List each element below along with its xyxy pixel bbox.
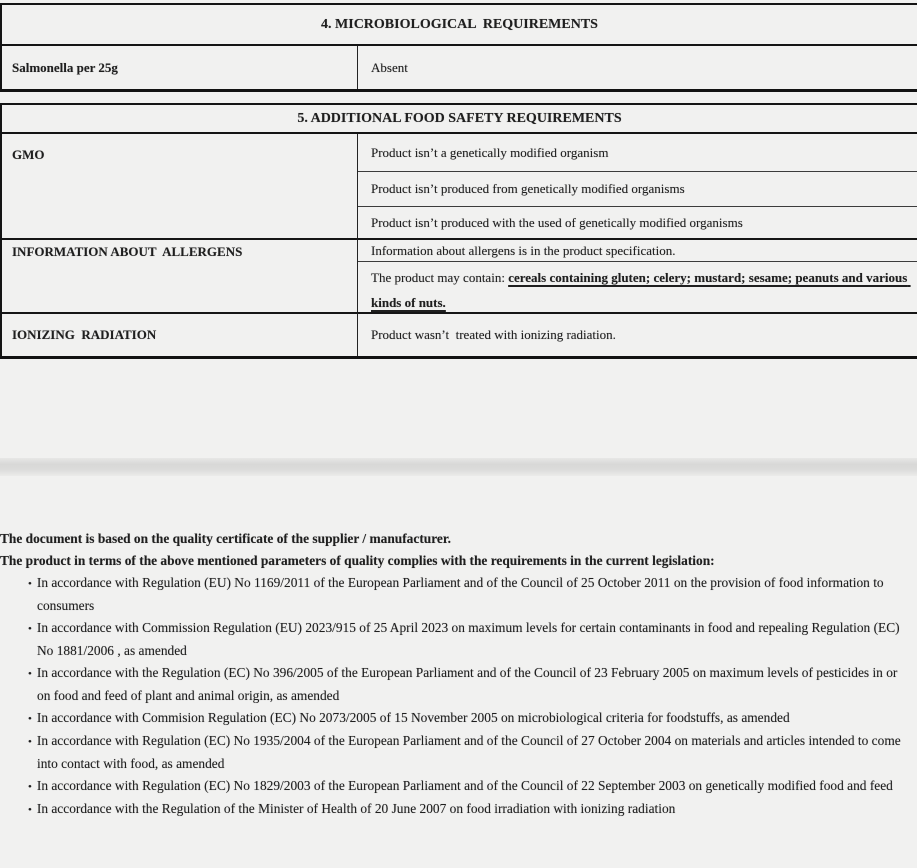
allergens-statement-prefix: The product may contain:: [371, 270, 509, 285]
regulation-bullet-1: • In accordance with Regulation (EU) No 1169/2011 of the European Parliament and of the Council of 25 October 2011 on the provision of food information to consumers: [0, 572, 903, 617]
parameter-cell-gmo: GMO: [2, 134, 358, 238]
regulation-bullet-5: • In accordance with Regulation (EC) No 1935/2004 of the European Parliament and of the Council of 27 October 2004 on materials and articles intended to come into contact with food, as amended: [0, 730, 903, 775]
parameter-cell-allergens: INFORMATION ABOUT ALLERGENS: [2, 238, 358, 312]
value-cell-gmo-1: Product isn’t a genetically modified organism: [371, 144, 609, 160]
regulation-bullet-7: • In accordance with the Regulation of the Minister of Health of 20 June 2007 on food irradiation with ionizing radiation: [0, 798, 903, 821]
parameter-cell-salmonella: Salmonella per 25g: [2, 46, 358, 89]
legislation-notes-section: [0, 528, 903, 821]
regulation-bullet-4: • In accordance with Commision Regulation (EC) No 2073/2005 of 15 November 2005 on microbiological criteria for foodstuffs, as amended: [0, 707, 903, 730]
note-compliance-statement: The product in terms of the above mentioned parameters of quality complies with the requirements in the current legislation:: [0, 553, 715, 568]
regulation-bullet-2: • In accordance with Commission Regulation (EU) 2023/915 of 25 April 2023 on maximum levels for certain contaminants in food and repealing Regulation (EC) No 1881/2006 , as amended: [0, 617, 903, 662]
microbiological-requirements-table: [0, 3, 917, 92]
value-cell-salmonella: Absent: [371, 59, 408, 75]
microbiological-table-header: 4. MICROBIOLOGICAL REQUIREMENTS: [2, 5, 917, 46]
value-cell-gmo-2: Product isn’t produced from genetically modified organisms: [358, 171, 917, 206]
value-cell-gmo-3: Product isn’t produced with the used of genetically modified organisms: [358, 206, 917, 238]
page-break-separator: [0, 458, 917, 476]
allergens-list-emphasis: cereals containing gluten; celery; mustard; sesame; peanuts and various kinds of nuts.: [371, 270, 911, 310]
value-cell-allergens-2: [358, 261, 917, 312]
additional-food-safety-table: [0, 103, 917, 359]
parameter-cell-ionizing-radiation: IONIZING RADIATION: [2, 312, 358, 356]
note-basis-statement: The document is based on the quality certificate of the supplier / manufacturer.: [0, 531, 451, 546]
value-cell-ionizing-radiation: Product wasn’t treated with ionizing radiation.: [358, 312, 917, 356]
value-cell-allergens-1: Information about allergens is in the product specification.: [358, 238, 917, 261]
regulation-bullet-6: • In accordance with Regulation (EC) No 1829/2003 of the European Parliament and of the Council of 22 September 2003 on genetically modified food and feed: [0, 775, 903, 798]
additional-table-header: 5. ADDITIONAL FOOD SAFETY REQUIREMENTS: [2, 105, 917, 134]
regulation-bullet-3: • In accordance with the Regulation (EC) No 396/2005 of the European Parliament and of the Council of 23 February 2005 on maximum levels of pesticides in or on food and feed of plant and animal origin, as amended: [0, 662, 903, 707]
